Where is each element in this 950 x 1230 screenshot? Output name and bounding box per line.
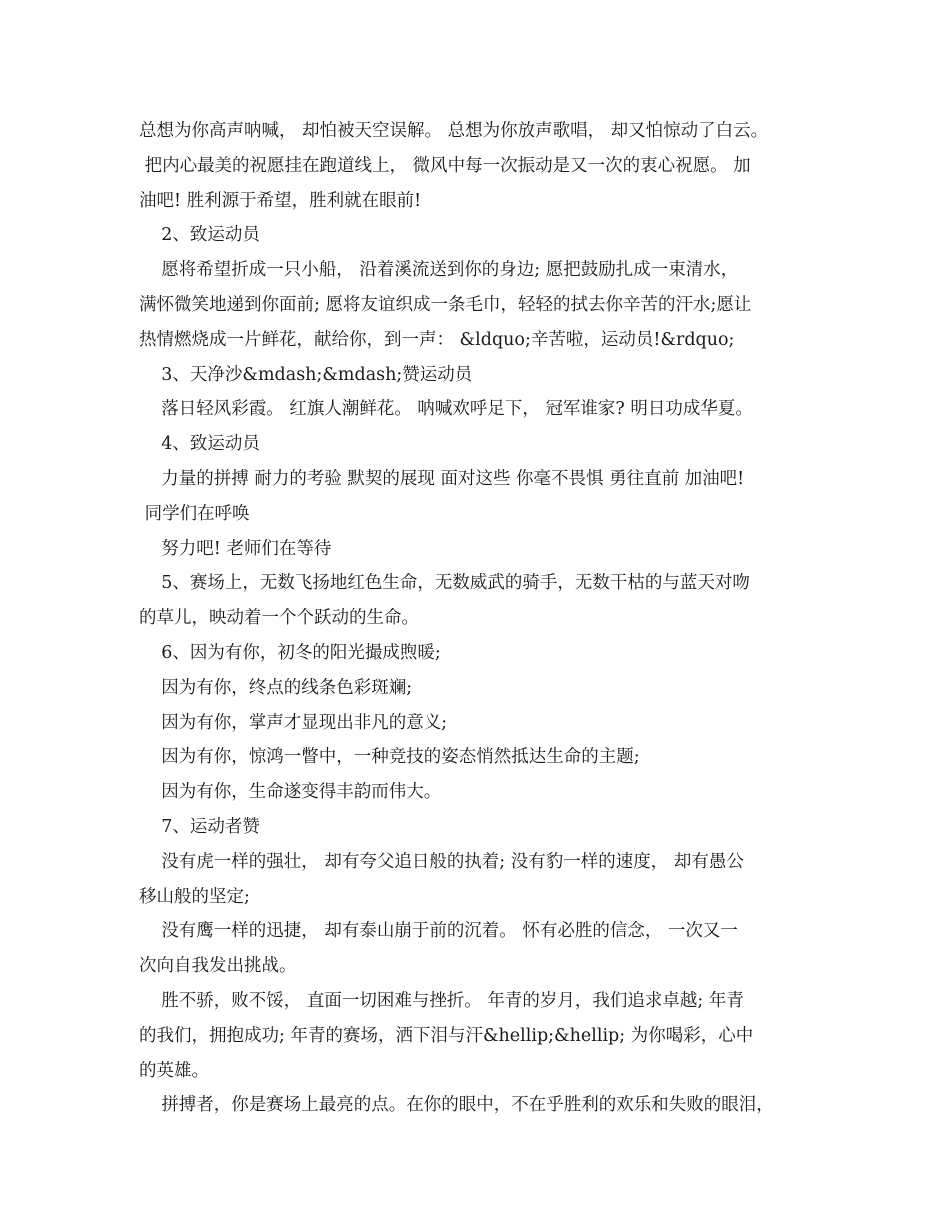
section-heading <box>139 810 829 845</box>
paragraph <box>139 775 829 810</box>
text-line: 油吧! 胜利源于希望，胜利就在眼前! <box>139 190 422 211</box>
text-line: 因为有你，生命遂变得丰韵而伟大。 <box>139 782 442 803</box>
section-heading <box>139 218 829 253</box>
paragraph <box>139 706 829 741</box>
paragraph <box>139 671 829 706</box>
text-line: 努力吧! 老师们在等待 <box>139 538 332 559</box>
paragraph <box>139 636 829 671</box>
text-line: 4、致运动员 <box>139 434 260 455</box>
text-line: 因为有你，惊鸿一瞥中，一种竞技的姿态悄然抵达生命的主题; <box>139 747 640 768</box>
text-line: 力量的拼搏 耐力的考验 默契的展现 面对这些 你毫不畏惧 勇往直前 加油吧! <box>139 468 745 489</box>
paragraph <box>139 532 829 567</box>
text-line: 胜不骄，败不馁， 直面一切困难与挫折。 年青的岁月，我们追求卓越; 年青 <box>139 990 744 1011</box>
paragraph <box>139 984 829 1088</box>
text-line: 把内心最美的祝愿挂在跑道线上， 微风中每一次振动是又一次的衷心祝愿。 加 <box>139 155 751 176</box>
text-line: 热情燃烧成一片鲜花，献给你，到一声： &ldquo;辛苦啦，运动员!&rdquo; <box>139 329 735 350</box>
paragraph <box>139 566 829 636</box>
document-body <box>139 114 829 1123</box>
text-line: 没有鹰一样的迅捷， 却有泰山崩于前的沉着。 怀有必胜的信念， 一次又一 <box>139 921 738 942</box>
text-line: 7、运动者赞 <box>139 816 260 837</box>
text-line: 2、致运动员 <box>139 225 260 246</box>
paragraph <box>139 392 829 427</box>
text-line: 总想为你高声呐喊， 却怕被天空误解。 总想为你放声歌唱， 却又怕惊动了白云。 <box>139 121 769 141</box>
section-heading <box>139 358 829 393</box>
paragraph <box>139 253 829 357</box>
paragraph <box>139 462 829 532</box>
text-line: 6、因为有你，初冬的阳光撮成煦暖; <box>139 642 441 663</box>
paragraph <box>139 740 829 775</box>
text-line: 因为有你，掌声才显现出非凡的意义; <box>139 712 448 733</box>
paragraph <box>139 845 829 915</box>
text-line: 的我们，拥抱成功; 年青的赛场，洒下泪与汗&hellip;&hellip; 为你喝彩，心中 <box>139 1025 754 1046</box>
text-line: 愿将希望折成一只小船， 沿着溪流送到你的身边; 愿把鼓励扎成一束清水， <box>139 260 739 281</box>
paragraph <box>139 1088 829 1123</box>
text-line: 拼搏者，你是赛场上最亮的点。在你的眼中，不在乎胜利的欢乐和失败的眼泪， <box>139 1095 774 1116</box>
text-line: 落日轻风彩霞。 红旗人潮鲜花。 呐喊欢呼足下， 冠军谁家? 明日功成华夏。 <box>139 399 753 420</box>
paragraph-intro <box>139 114 829 218</box>
text-line: 同学们在呼唤 <box>139 503 250 524</box>
section-heading <box>139 427 829 462</box>
text-line: 的草儿，映动着一个个跃动的生命。 <box>139 608 419 629</box>
text-line: 满怀微笑地递到你面前; 愿将友谊织成一条毛巾，轻轻的拭去你辛苦的汗水;愿让 <box>139 294 752 315</box>
text-line: 没有虎一样的强壮， 却有夸父追日般的执着; 没有豹一样的速度， 却有愚公 <box>139 851 744 872</box>
text-line: 次向自我发出挑战。 <box>139 956 297 977</box>
text-line: 5、赛场上，无数飞扬地红色生命，无数威武的骑手，无数干枯的与蓝天对吻 <box>139 573 750 594</box>
text-line: 3、天净沙&mdash;&mdash;赞运动员 <box>139 364 473 385</box>
text-line: 的英雄。 <box>139 1060 209 1081</box>
text-line: 移山般的坚定; <box>139 886 250 907</box>
text-line: 因为有你，终点的线条色彩斑斓; <box>139 677 413 698</box>
paragraph <box>139 914 829 984</box>
